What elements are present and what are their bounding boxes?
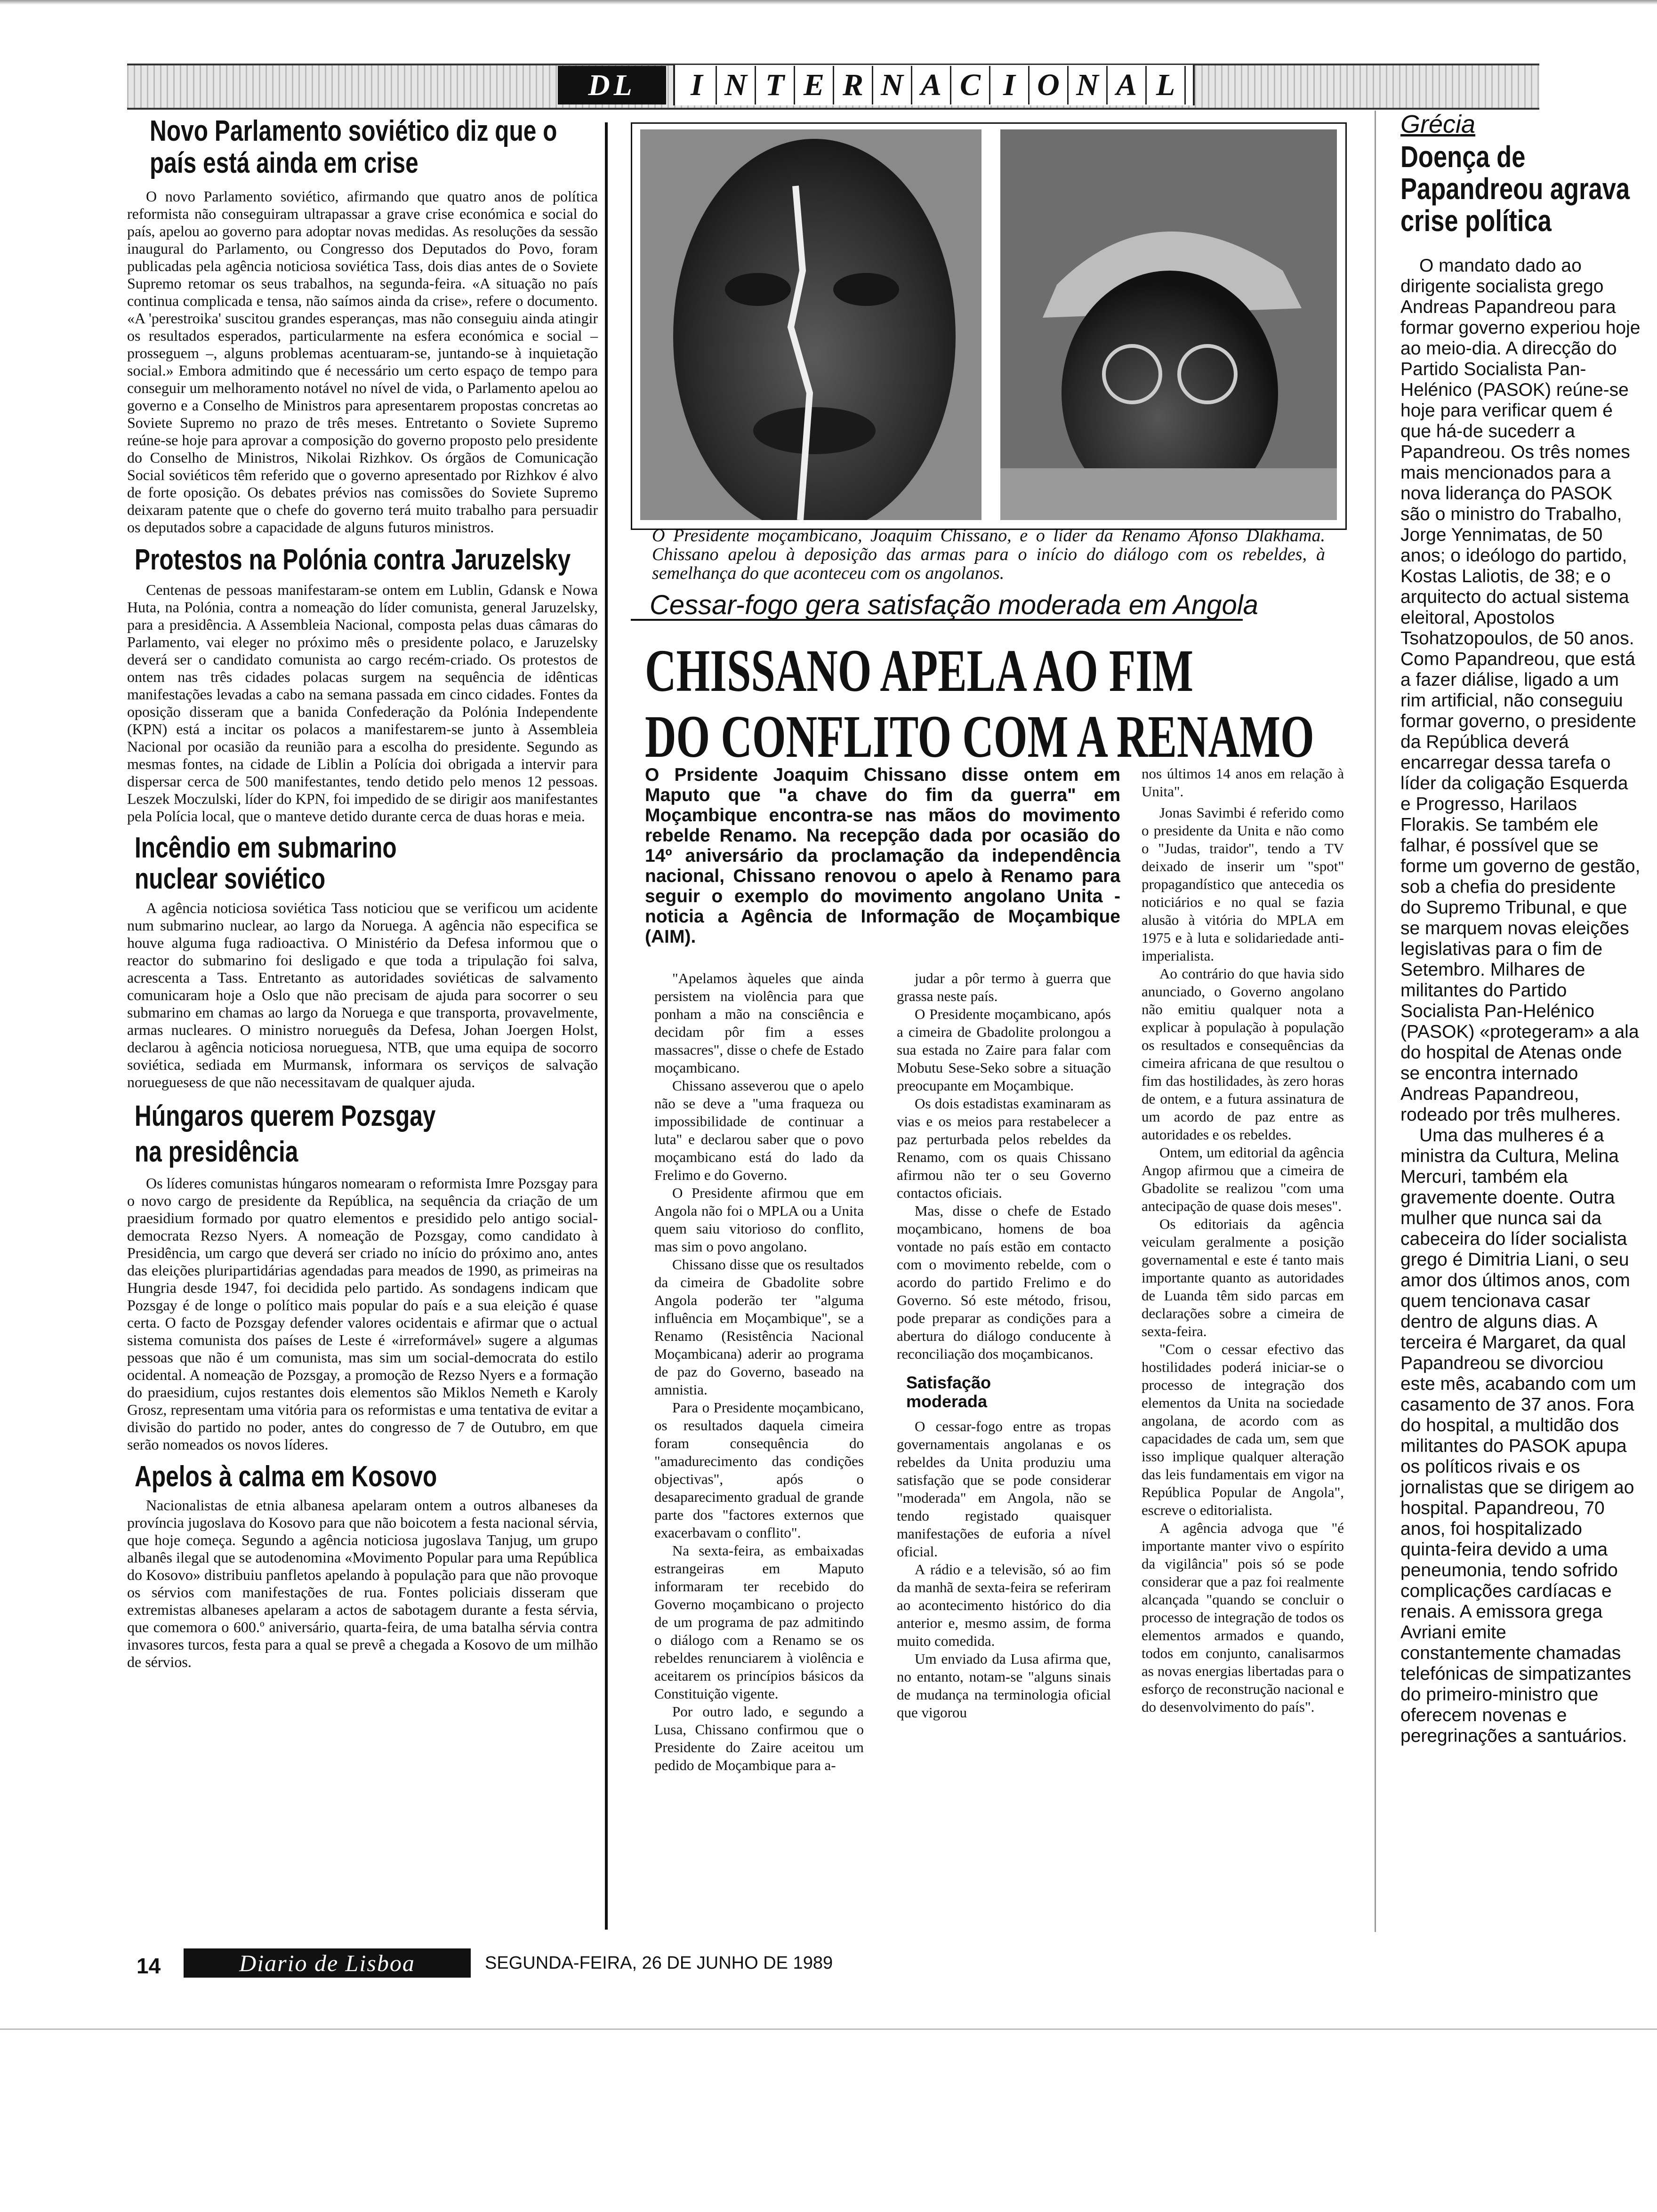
scan-bottom-line xyxy=(0,2028,1657,2030)
paragraph: A rádio e a televisão, só ao fim da manhã de sexta-feira se referiram ao acontecimento histórico do dia anterior e, mesmo assim, de forma muito comedida. xyxy=(897,1561,1111,1649)
right-headline: Doença de Papandreou agrava crise política xyxy=(1400,140,1630,238)
portrait-chissano-image xyxy=(640,129,981,520)
paragraph: O cessar-fogo entre as tropas governamentais angolanas e os rebeldes da Unita produziu uma satisfação que se pode considerar "moderada" em Angola, não se tendo registado quaisquer manifestações de euforia a nível oficial. xyxy=(897,1418,1111,1560)
right-kicker: Grécia xyxy=(1400,110,1476,138)
paragraph: O mandato dado ao dirigente socialista grego Andreas Papandreou para formar governo experiou hoje ao meio-dia. A direcção do Partido Socialista Pan-Helénico (PASOK) reúne-se hoje para verificar quem é que há-de sucederr a Papandreou. Os três nomes mais mencionados para a nova liderança do PASOK são o ministro do Trabalho, Jorge Yennimatas, de 50 anos; o ideólogo do partido, Kostas Laliotis, de 38; e o arquitecto do actual sistema eleitoral, Apostolos Tsohatzopoulos, de 50 anos. Como Papandreou, que está a fazer diálise, ligado a um rim artificial, não conseguiu formar governo, o presidente da República deverá encarregar dessa tarefa o líder da coligação Esquerda e Progresso, Harilaos Florakis. Se também ele falhar, é possível que se forme um governo de gestão, sob a chefia do presidente do Supremo Tribunal, e que se marquem novas eleições legislativas para o fim de Setembro. Milhares de militantes do Partido Socialista Pan-Helénico (PASOK) «protegeram» a ala do hospital de Atenas onde se encontra internado Andreas Papandreou, rodeado por três mulheres. xyxy=(1400,256,1641,1125)
paragraph: Para o Presidente moçambicano, os resultados daquela cimeira foram consequência do "amadurecimento das condições objectivas", após o desaparecimento gradual de grande parte dos "factores externos que exacerbavam o conflito". xyxy=(654,1399,864,1541)
paragraph: Um enviado da Lusa afirma que, no entanto, notam-se "alguns sinais de mudança na terminologia oficial que vigorou xyxy=(897,1651,1111,1721)
headline-line-2: DO CONFLITO COM A RENAMO xyxy=(645,703,1314,770)
headline-hungary: Húngaros querem Pozsgay na presidência xyxy=(135,1100,436,1168)
paragraph: Ao contrário do que havia sido anunciado, o Governo angolano não emitiu qualquer nota a explicar à população à população os resultados e consequências da cimeira africana de que resultou o fim das hostilidades, às zero horas de ontem, e a futura assinatura de um acordo de paz entre as autoridades e os rebeldes. xyxy=(1142,965,1344,1143)
article-soviet-parliament xyxy=(127,115,598,536)
paragraph: Chissano asseverou que o apelo não se deve a "uma fraqueza ou impossibilidade de continuar a luta" e declarou saber que o povo moçambicano está do lado da Frelimo e do Governo. xyxy=(654,1077,864,1183)
article-body: O novo Parlamento soviético, afirmando que quatro anos de política reformista não conseguiram ultrapassar a grave crise económica e social do país, apelou ao governo para adoptar novas medidas. As resoluções da sessão inaugural do Parlamento, ou Congresso dos Deputados do Povo, foram publicadas pela agência noticiosa soviética Tass, dois dias antes de o Soviete Supremo retomar os seus trabalhos, na segunda-feira. «A situação no país continua complicada e tensa, não saímos ainda da crise», refere o documento. «A 'perestroika' suscitou grandes esperanças, mas não conseguiu ainda atingir os resultados esperados, particularmente na esfera económica e social – prosseguem –, alguns problemas acentuaram-se, juntando-se à inquietação social.» Embora admitindo que é necessário um certo espaço de tempo para conseguir um melhoramento notável no nível de vida, o Parlamento apelou ao governo e a Conselho de Ministros para apresentarem propostas concretas ao Soviete Supremo no prazo de três meses. Entretanto o Soviete Supremo reúne-se hoje para aprovar a composição do governo proposto pelo presidente do Conselho de Ministros, Nikolai Rizhkov. Os órgãos de Comunicação Social soviéticos têm referido que o governo apresentado por Rizhkov é alvo de forte oposição. Os debates prévios nas comissões do Soviete Supremo deixaram patente que o chefe do governo terá muito trabalho para persuadir os deputados sobre a capacidade de alguns futuros ministros. xyxy=(127,188,598,536)
photo-dlakhama xyxy=(1000,129,1337,520)
subhead: Satisfação moderada xyxy=(906,1373,991,1411)
article-body: Os líderes comunistas húngaros nomearam o reformista Imre Pozsgay para o novo cargo de presidente da República, na sequência da criação de um praesidium formado por quatro elementos e presidido pelo antigo social-democrata Rezso Nyers. A nomeação de Pozsgay, como candidato à Presidência, um cargo que deverá ser criado no início do próximo ano, antes das eleições pluripartidárias agendadas para meados de 1990, as primeiras na Hungria desde 1947, foi decidida pelo partido. As sondagens indicam que Pozsgay é de longe o político mais popular do país e a sua eleição é quase certa. O facto de Pozsgay defender valores ocidentais e afirmar que o actual sistema comunista dos países de Leste é «irreformável» sugere a algumas pessoas que não é um comunista, mas sim um social-democrata do estilo ocidental. A nomeação de Pozsgay, a promoção de Rezso Nyers e a formação do praesidium, cujos restantes dois elementos são Miklos Nemeth e Karoly Grosz, representam uma vitória para os reformistas e uma tentativa de evitar a divisão do partido no poder, antes do congresso de 7 de Outubro, em que serão nomeados os novos líderes. xyxy=(127,1175,598,1453)
paragraph: Por outro lado, e segundo a Lusa, Chissano confirmou que o Presidente do Zaire aceitou um pedido de Moçambique para a- xyxy=(654,1703,864,1773)
section-letter: I xyxy=(678,66,717,104)
article-submarine xyxy=(127,833,598,1091)
paper-name: Diario de Lisboa xyxy=(239,1950,415,1976)
section-letter: N xyxy=(717,66,756,104)
paragraph: Ontem, um editorial da agência Angop afirmou que a cimeira de Gbadolite se realizou "com uma antecipação de quase dois meses". xyxy=(1142,1144,1344,1214)
paragraph: Os dois estadistas examinaram as vias e os meios para restabelecer a paz perturbada pelos rebeldes da Renamo, com os quais Chissano afirmou não ter o seu Governo contactos oficiais. xyxy=(897,1095,1111,1201)
headline-line-1: CHISSANO APELA AO FIM xyxy=(645,637,1194,704)
kicker: Cessar-fogo gera satisfação moderada em Angola xyxy=(650,590,1258,620)
article-hungary xyxy=(127,1098,598,1453)
left-column xyxy=(127,115,598,1671)
column-rule xyxy=(605,122,608,1930)
section-letter: L xyxy=(1147,66,1186,104)
section-letter: N xyxy=(1069,66,1108,104)
story-column-3 xyxy=(1142,804,1344,1716)
section-letter: T xyxy=(756,66,795,104)
right-column xyxy=(1400,111,1641,1747)
paragraph: "Com o cessar efectivo das hostilidades poderá iniciar-se o processo de integração dos elementos da Unita na sociedade angolana, de acordo com as capacidades de cada um, sem que isso implique qualquer alteração das leis fundamentais em vigor na República Popular de Angola", escreve o editorialista. xyxy=(1142,1341,1344,1518)
right-body xyxy=(1400,256,1641,1747)
article-body: Nacionalistas de etnia albanesa apelaram ontem a outros albaneses da província jugoslava do Kosovo para que não boicotem a festa nacional sérvia, que hoje começa. Segundo a agência noticiosa jugoslava Tanjug, um grupo albanês ilegal que se autodenomina «Movimento Popular para uma República do Kosovo» distribuiu panfletos apelando à população para que não provoque os sérvios com manifestações de rua. Fontes policiais disseram que extremistas albaneses apelaram a actos de sabotagem durante a festa sérvia, que comemora o 600.º aniversário, quarta-feira, de uma batalha sérvia contra invasores turcos, festa para a qual se prevê a chegada a Kosovo de um milhão de sérvios. xyxy=(127,1497,598,1670)
scan-top-edge xyxy=(0,0,1657,5)
issue-date: SEGUNDA-FEIRA, 26 DE JUNHO DE 1989 xyxy=(485,1953,833,1973)
column-rule xyxy=(1375,111,1376,1932)
paragraph: Os editoriais da agência veiculam geralmente a posição governamental e este é tanto mais importante quanto as autoridades de Luanda têm sido parcas em declarações sobre a cimeira de sexta-feira. xyxy=(1142,1216,1344,1339)
lead-continuation: nos últimos 14 anos em relação à Unita". xyxy=(1142,765,1344,800)
lead-text: O Prsidente Joaquim Chissano disse ontem em Maputo que "a chave do fim da guerra" em Moçambique encontra-se nas mãos do movimento rebelde Renamo. Na recepção dada por ocasião do 14º aniversário da proclamação da independência nacional, Chissano renovou o apelo à Renamo para seguir o exemplo do movimento angolano Unita - noticia a Agência de Informação de Moçambique (AIM). xyxy=(645,765,1120,947)
section-title xyxy=(678,66,1186,104)
paragraph: Chissano disse que os resultados da cimeira de Gbadolite sobre Angola poderão ter "alguma influência em Moçambique", se a Renamo (Resistência Nacional Moçambicana) aderir ao programa de paz do Governo, baseado na amnistia. xyxy=(654,1256,864,1398)
paragraph: Na sexta-feira, as embaixadas estrangeiras em Maputo informaram ter recebido do Governo moçambicano o projecto de um programa de paz admitindo o diálogo com a Renamo se os rebeldes renunciarem à violência e aceitarem os princípios básicos da Constituição vigente. xyxy=(654,1542,864,1702)
article-body: A agência noticiosa soviética Tass noticiou que se verificou um acidente num submarino nuclear, ao largo da Noruega. A agência não especifica se houve alguma fuga radioactiva. O Ministério da Defesa informou que o reactor do submarino foi desligado e que toda a tripulação foi salva, acrescenta a Tass. Entretanto as autoridades soviéticas de salvamento comunicaram hoje a Oslo que não precisam de ajuda para socorrer o seu submarino em chamas ao largo da Noruega e que transporta, provavelmente, armas nucleares. O ministro norueguês da Defesa, Johan Joergen Holst, declarou à agência noticiosa norueguesa, NTB, que uma equipa de socorro soviética, sediada em Murmansk, informara os serviços de salvação norueguesess de que não necessitavam de qualquer ajuda. xyxy=(127,899,598,1090)
section-letter: E xyxy=(795,66,834,104)
article-body: Centenas de pessoas manifestaram-se ontem em Lublin, Gdansk e Nowa Huta, na Polónia, contra a nomeação do líder comunista, general Jaruzelsky, para a presidência. A Assembleia Nacional, composta pelas duas câmaras do Parlamento, vai eleger no próximo mês o presidente polaco, e Jaruzelsky deverá ser o candidato comunista ao cargo recém-criado. Os protestos de ontem nas três cidades polacas surgem na sequência de idênticas manifestações levadas a cabo na semana passada em cinco cidades. Fontes da oposição disseram que a banida Confederação da Polónia Independente (KPN) está a incitar os polacos a manifestarem-se junto à Assembleia Nacional por ocasião da reunião para a escolha do presidente. Segundo as mesmas fontes, na cidade de Liblin a Polícia doi obrigada a intervir para dispersar cerca de 500 manifestantes, tendo detido pelo menos 12 pessoas. Leszek Moczulski, líder do KPN, foi impedido de se dirigir aos manifestantes pela Polícia local, que o manteve detido durante cerca de duas horas e meia. xyxy=(127,581,598,825)
section-letter: A xyxy=(912,66,951,104)
paragraph: O Presidente moçambicano, após a cimeira de Gbadolite prolongou a sua estada no Zaire para falar com Mobutu Sese-Seko sobre a situação preocupante em Moçambique. xyxy=(897,1006,1111,1094)
headline-soviet-parliament: Novo Parlamento soviético diz que o país está ainda em crise xyxy=(150,115,557,179)
lead-paragraph xyxy=(645,765,1120,947)
section-letter: I xyxy=(990,66,1030,104)
paragraph: "Apelamos àqueles que ainda persistem na violência para que ponham a mão na consciência e decidam pôr fim a esses massacres", disse o chefe de Estado moçambicano. xyxy=(654,970,864,1076)
section-letter: C xyxy=(951,66,990,104)
photo-chissano xyxy=(640,129,981,520)
paragraph: A agência advoga que "é importante manter vivo o espírito da vigilância" pois só se pode considerar que a paz foi realmente alcançada "quando se concluir o processo de integração de todos os elementos armados e quando, todos em conjunto, canalisarmos as novas energias libertadas para o esforço de reconstrução nacional e do desenvolvimento do país". xyxy=(1142,1520,1344,1715)
paragraph: O Presidente afirmou que em Angola não foi o MPLA ou a Unita quem saiu vitorioso do conflito, mas sim o povo angolano. xyxy=(654,1185,864,1255)
dl-logo: DL xyxy=(558,66,666,104)
story-column-2 xyxy=(897,970,1111,1722)
headline-submarine: Incêndio em submarino nuclear soviético xyxy=(135,832,397,895)
section-letter: N xyxy=(873,66,912,104)
headline-poland: Protestos na Polónia contra Jaruzelsky xyxy=(135,544,571,576)
section-letter: R xyxy=(834,66,873,104)
section-letter: A xyxy=(1108,66,1147,104)
headline-kosovo: Apelos à calma em Kosovo xyxy=(135,1460,437,1493)
paragraph: Mas, disse o chefe de Estado moçambicano, homens de boa vontade no país estão em contacto com o movimento rebelde, com o acordo do partido Frelimo e do Governo. Só este método, frisou, pode preparar as condições para a abertura do diálogo conducente à reconciliação dos moçambicanos. xyxy=(897,1202,1111,1362)
paper-name-plate xyxy=(184,1948,471,1978)
portrait-dlakhama-image xyxy=(1000,129,1337,520)
photo-caption: O Presidente moçambicano, Joaquim Chissano, e o líder da Renamo Afonso Dlakhama. Chissano apelou à deposição das armas para o início do diálogo com os rebeldes, à semelhança do que aconteceu com os angolanos. xyxy=(652,526,1325,583)
paragraph: judar a pôr termo à guerra que grassa neste país. xyxy=(897,970,1111,1004)
paragraph: Jonas Savimbi é referido como o presidente da Unita e não como o "Judas, traidor", tendo a TV deixado de inserir um "spot" propagandístico que antecedia os noticiários e no qual se fazia alusão à vitória do MPLA em 1975 e à luta e solidariedade anti-imperialista. xyxy=(1142,804,1344,964)
article-kosovo xyxy=(127,1461,598,1671)
section-letter: O xyxy=(1030,66,1069,104)
story-column-1 xyxy=(654,970,864,1774)
article-poland xyxy=(127,544,598,825)
page-number: 14 xyxy=(137,1954,161,1978)
paragraph: Uma das mulheres é a ministra da Cultura, Melina Mercuri, também ela gravemente doente. Outra mulher que nunca sai da cabeceira do líder socialista grego é Dimitria Liani, o seu amor dos últimos anos, com quem tencionava casar dentro de alguns dias. A terceira é Margaret, da qual Papandreou se divorciou este mês, acabando com um casamento de 37 anos. Fora do hospital, a multidão dos militantes do PASOK apupa os políticos rivais e os jornalistas que se dirigem ao hospital. Papandreou, 70 anos, foi hospitalizado quinta-feira devido a uma peneumonia, tendo sofrido complicações cardíacas e renais. A emissora grega Avriani emite constantemente chamadas telefónicas de simpatizantes do primeiro-ministro que oferecem novenas e peregrinações a santuários. xyxy=(1400,1125,1636,1746)
